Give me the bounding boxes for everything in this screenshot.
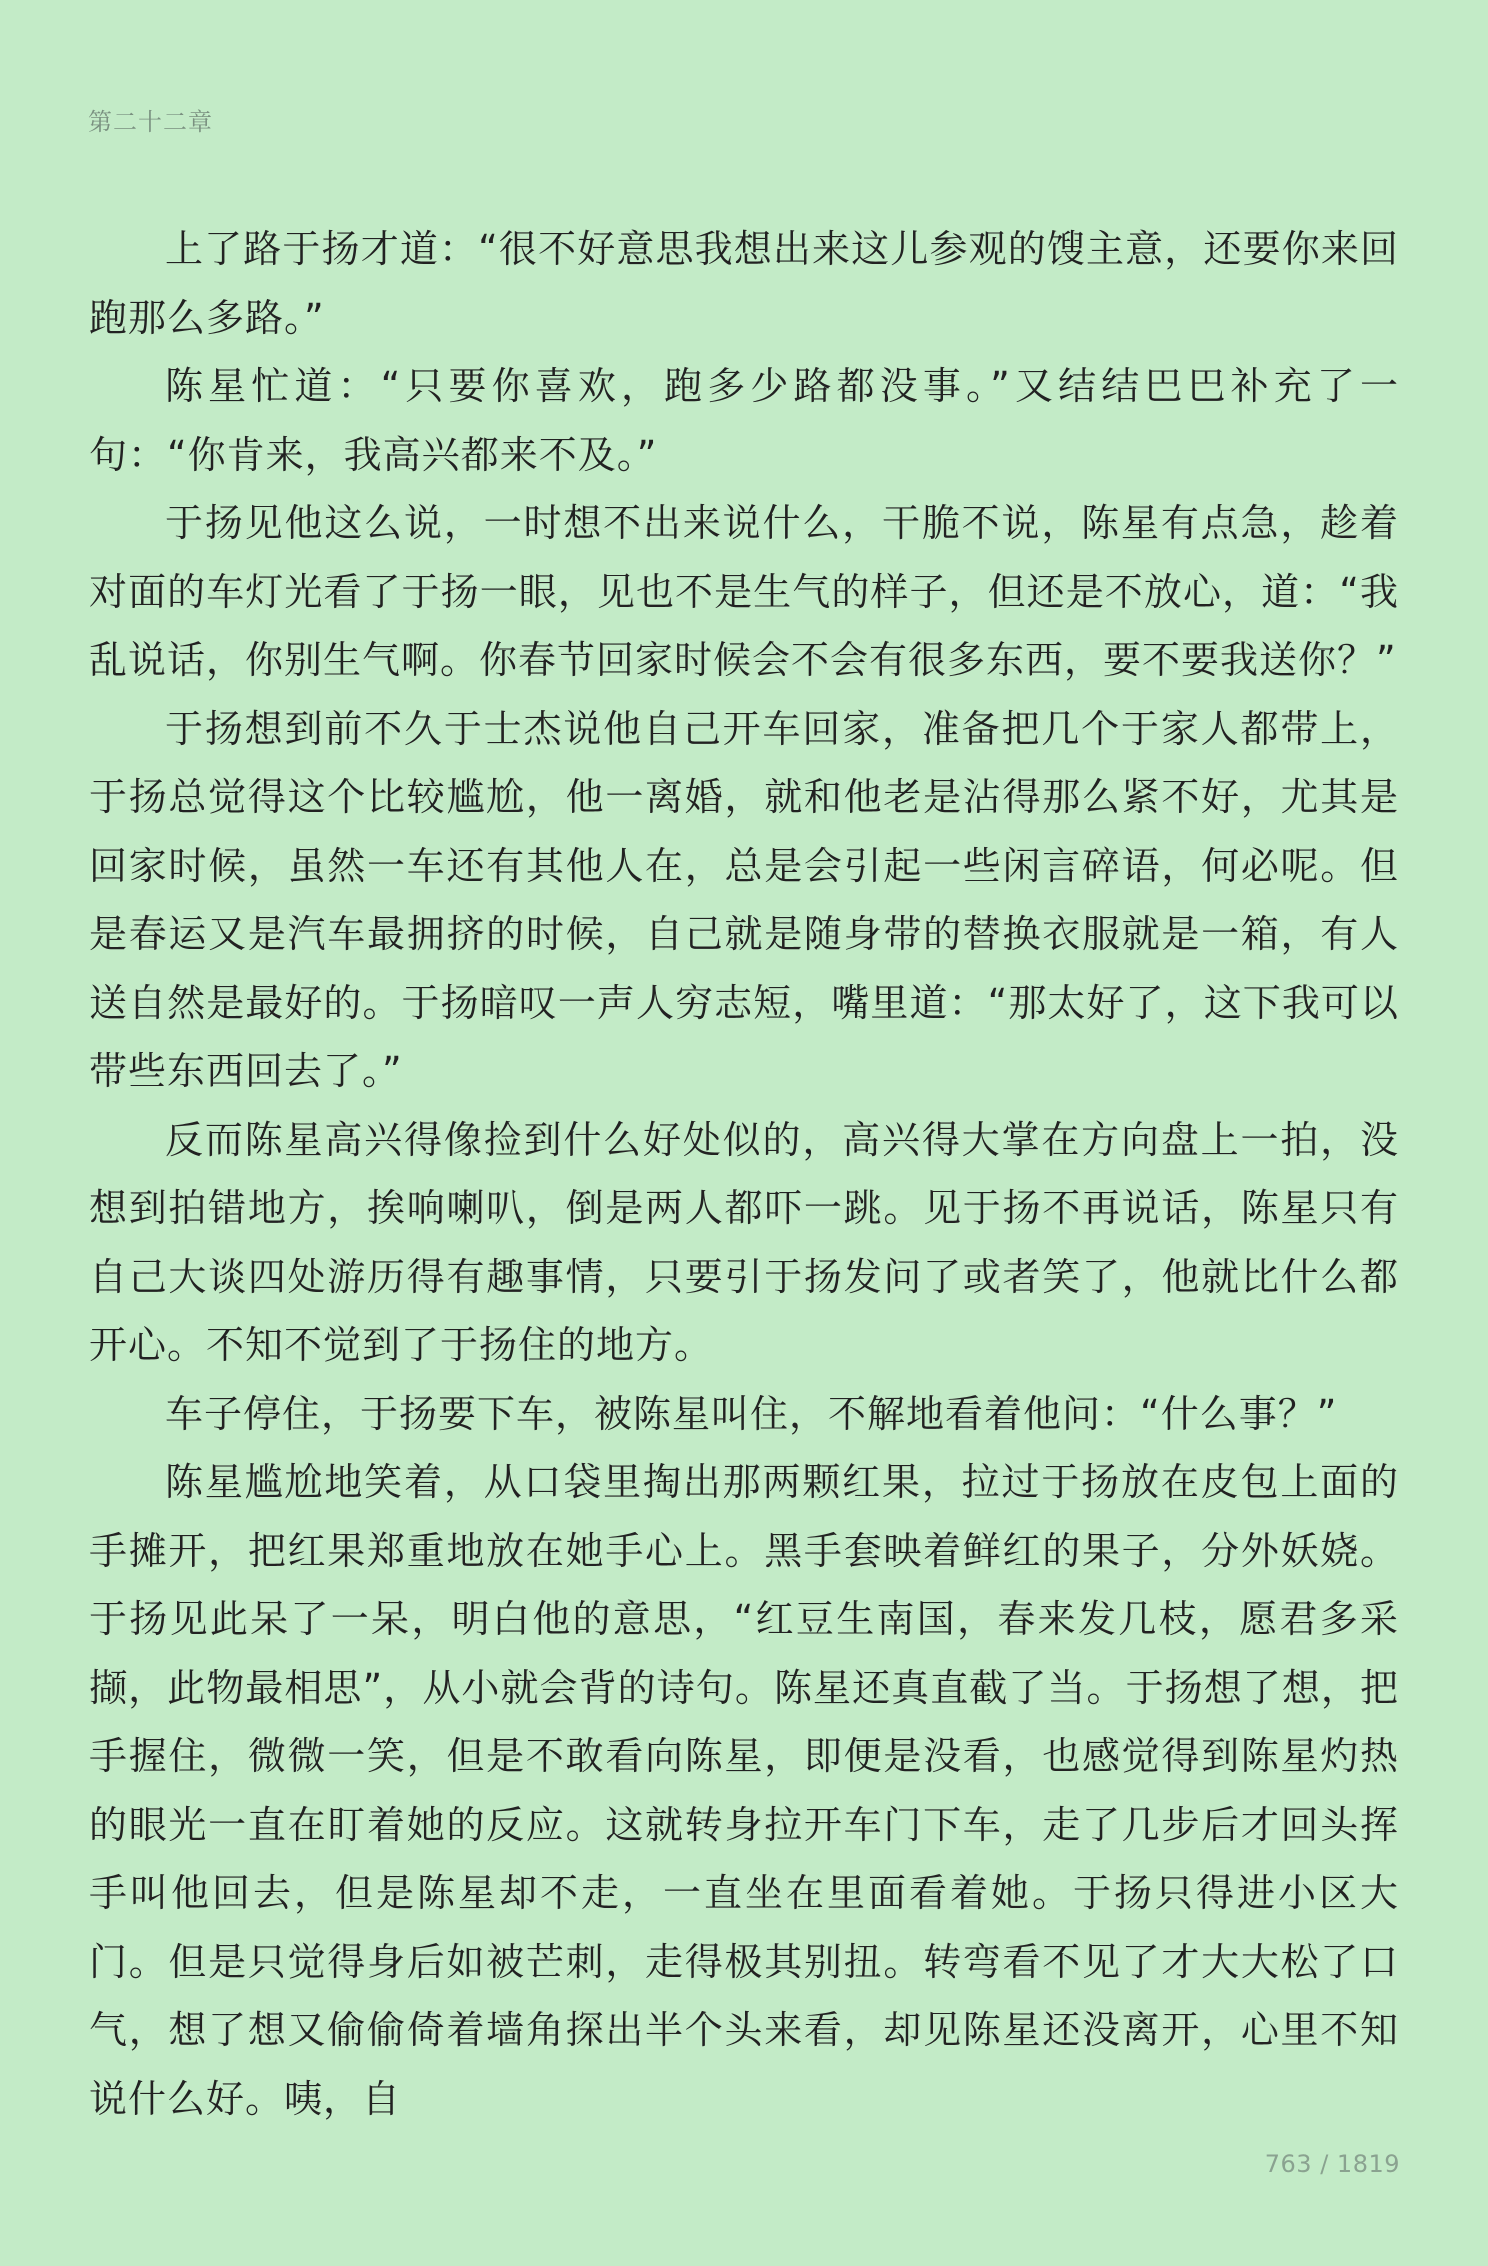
paragraph: 陈星尴尬地笑着，从口袋里掏出那两颗红果，拉过于扬放在皮包上面的手摊开，把红果郑重地放在她手心上。黑手套映着鲜红的果子，分外妖娆。于扬见此呆了一呆，明白他的意思，“红豆生南国，春来发几枝，愿君多采撷，此物最相思”，从小就会背的诗句。陈星还真直截了当。于扬想了想，把手握住，微微一笑，但是不敢看向陈星，即便是没看，也感觉得到陈星灼热的眼光一直在盯着她的反应。这就转身拉开车门下车，走了几步后才回头挥手叫他回去，但是陈星却不走，一直坐在里面看着她。于扬只得进小区大门。但是只觉得身后如被芒刺，走得极其别扭。转弯看不见了才大大松了口气，想了想又偷偷倚着墙角探出半个头来看，却见陈星还没离开，心里不知说什么好。咦，自 [89, 1460, 1399, 2121]
chapter-content [89, 215, 1399, 2133]
page-indicator: 763 / 1819 [1264, 2150, 1400, 2178]
paragraph: 上了路于扬才道：“很不好意思我想出来这儿参观的馊主意，还要你来回跑那么多路。” [89, 227, 1399, 340]
paragraph: 于扬想到前不久于士杰说他自己开车回家，准备把几个于家人都带上，于扬总觉得这个比较尴尬，他一离婚，就和他老是沾得那么紧不好，尤其是回家时候，虽然一车还有其他人在，总是会引起一些闲言碎语，何必呢。但是春运又是汽车最拥挤的时候，自己就是随身带的替换衣服就是一箱，有人送自然是最好的。于扬暗叹一声人穷志短，嘴里道：“那太好了，这下我可以带些东西回去了。” [89, 706, 1399, 1093]
paragraph: 陈星忙道：“只要你喜欢，跑多少路都没事。”又结结巴巴补充了一句：“你肯来，我高兴都来不及。” [89, 364, 1399, 477]
paragraph: 车子停住，于扬要下车，被陈星叫住，不解地看着他问：“什么事？” [165, 1391, 1338, 1436]
paragraph: 于扬见他这么说，一时想不出来说什么，干脆不说，陈星有点急，趁着对面的车灯光看了于扬一眼，见也不是生气的样子，但还是不放心，道：“我乱说话，你别生气啊。你春节回家时候会不会有很多东西，要不要我送你？” [89, 501, 1399, 682]
chapter-title: 第二十二章 [88, 108, 213, 136]
paragraph: 反而陈星高兴得像捡到什么好处似的，高兴得大掌在方向盘上一拍，没想到拍错地方，挨响喇叭，倒是两人都吓一跳。见于扬不再说话，陈星只有自己大谈四处游历得有趣事情，只要引于扬发问了或者笑了，他就比什么都开心。不知不觉到了于扬住的地方。 [89, 1117, 1399, 1367]
